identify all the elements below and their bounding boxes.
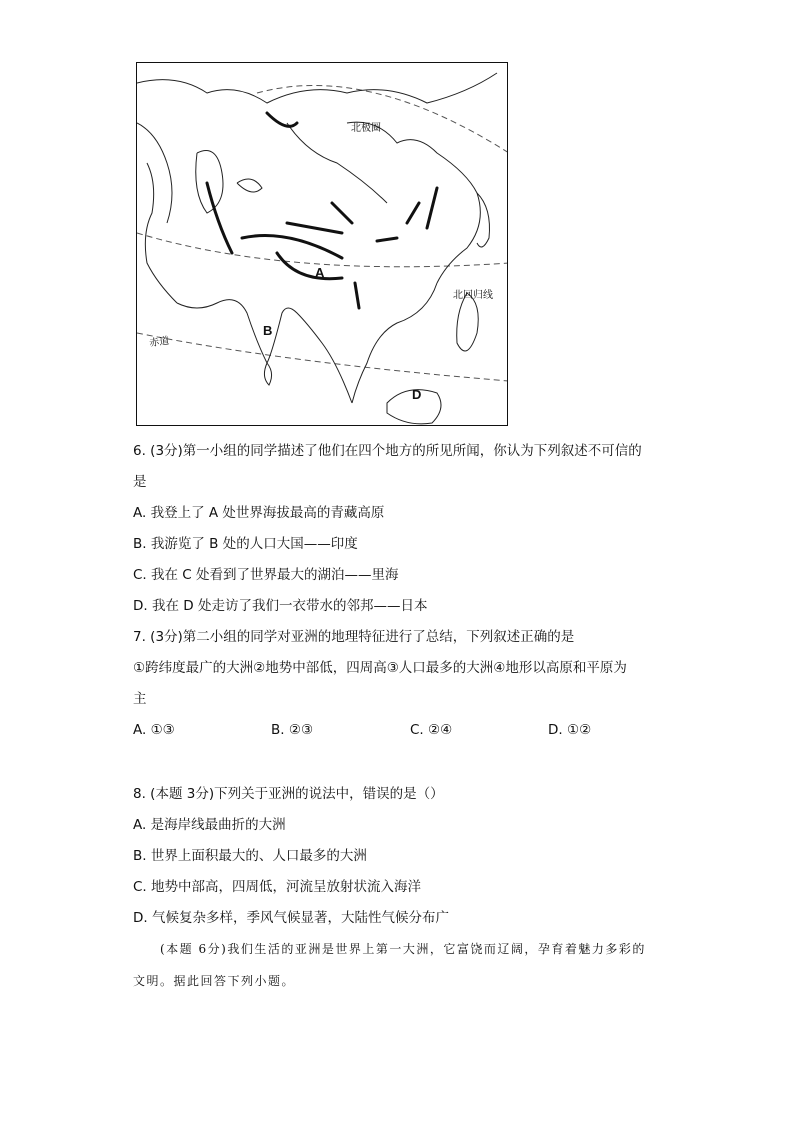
tianshan-range (287, 223, 342, 233)
asia-map (136, 62, 508, 426)
q7-items-cont: 主 (133, 691, 147, 707)
intro-line-2: 文明。据此回答下列小题。 (133, 974, 296, 988)
range-middle (377, 238, 397, 241)
q6-stem-cont: 是 (133, 474, 147, 490)
equator-label: 赤道 (148, 335, 170, 350)
southeast-coast (352, 283, 437, 403)
q8-stem: 8. (本题 3分)下列关于亚洲的说法中，错误的是（） (133, 786, 444, 802)
philippines-islands (457, 293, 479, 351)
altai-range (332, 203, 352, 223)
point-d-label: D (412, 387, 422, 402)
point-b-label: B (263, 323, 273, 338)
arctic-circle-line (257, 86, 508, 154)
ural-range (207, 183, 232, 253)
q7-items: ①跨纬度最广的大洲②地势中部低，四周高③人口最多的大洲④地形以高原和平原为 (133, 660, 627, 676)
aral-sea (237, 179, 262, 192)
asia-map-drawing (137, 63, 508, 426)
europe-border (137, 123, 172, 223)
arctic-circle-label: 北极圈 (351, 123, 381, 134)
q7-option-c: C. ②④ (410, 722, 453, 738)
q6-option-d: D. 我在 D 处走访了我们一衣带水的邻邦——日本 (133, 598, 428, 614)
greater-khingan-range (407, 203, 419, 223)
q7-option-a: A. ①③ (133, 722, 175, 738)
intro-line-1: (本题 6分)我们生活的亚洲是世界上第一大洲，它富饶而辽阔，孕育着魅力多彩的 (160, 942, 646, 956)
tropic-label: 北回归线 (453, 290, 493, 301)
south-coast (177, 300, 352, 403)
inland-line (287, 123, 387, 203)
arctic-coast (137, 73, 497, 103)
range-east (427, 188, 437, 228)
west-coast (145, 163, 177, 303)
q6-stem: 6. (3分)第一小组的同学描述了他们在四个地方的所见所闻，你认为下列叙述不可信的 (133, 443, 642, 459)
q8-option-c: C. 地势中部高，四周低，河流呈放射状流入海洋 (133, 879, 422, 895)
q7-stem: 7. (3分)第二小组的同学对亚洲的地理特征进行了总结，下列叙述正确的是 (133, 629, 575, 645)
east-coast (347, 122, 480, 283)
q7-option-b: B. ②③ (271, 722, 314, 738)
point-a-label: A (315, 265, 325, 280)
himalaya-range (277, 253, 342, 279)
q8-option-b: B. 世界上面积最大的、人口最多的大洲 (133, 848, 367, 864)
caspian-sea (196, 151, 223, 214)
q8-option-a: A. 是海岸线最曲折的大洲 (133, 817, 286, 833)
q8-option-d: D. 气候复杂多样，季风气候显著，大陆性气候分布广 (133, 910, 449, 926)
equator-line (137, 333, 508, 381)
q7-option-d: D. ①② (548, 722, 592, 738)
range-north (267, 113, 297, 126)
sri-lanka-island (264, 363, 271, 385)
hengduan-range (355, 283, 359, 308)
kunlun-range (242, 236, 342, 259)
q6-option-c: C. 我在 C 处看到了世界最大的湖泊——里海 (133, 567, 399, 583)
q6-option-a: A. 我登上了 A 处世界海拔最高的青藏高原 (133, 505, 385, 521)
q6-option-b: B. 我游览了 B 处的人口大国——印度 (133, 536, 358, 552)
